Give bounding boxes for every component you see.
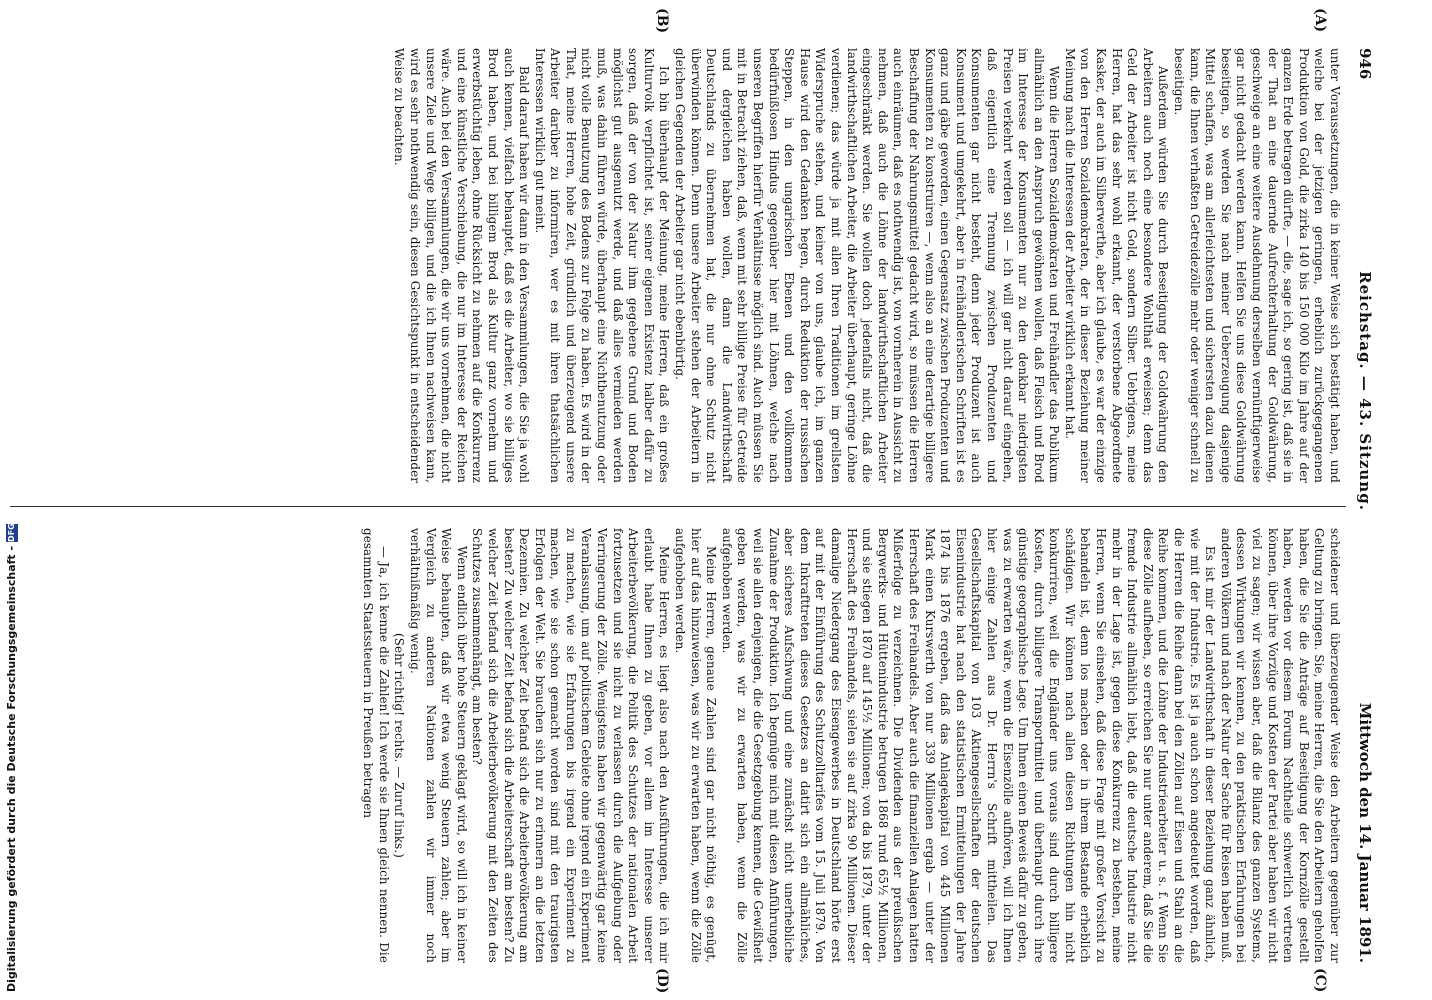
margin-mark-a: (A) [1312, 8, 1328, 33]
margin-mark-d: (D) [654, 968, 670, 994]
margin-mark-c: (C) [1312, 968, 1328, 993]
page-number: 946 [1356, 48, 1374, 80]
paragraph: scheidener und überzeugender Weise den Arbeitern gegenüber zur Geltung zu bringen. Sie, meine Herren, die Sie den Arbeitern geholfen haben, die Sie die Anträge auf Beseitigung der Kornzölle gestellt haben, werden vor diesem Forum Nachtheile schwerlich vertreten können, über ihre Vorzüge und Kosten der Partei aber haben wir nicht viel zu sagen; wir wissen aber, daß die Bilanz des ganzen Systems, dessen Wirkungen wir kennen, zu den praktischen Erfahrungen bei anderen Völkern und nach der Natur der Sache für Reisen haben muß. [1218, 528, 1342, 963]
page-header [1352, 48, 1378, 963]
funding-text: Digitalisierung gefördert durch die Deutsche Forschungsgemeinschaft - [5, 545, 18, 992]
paragraph: Ich bin überhaupt der Meinung, meine Herren, daß ein großes Kulturvolk verpflichtet ist, seiner eigenen Existenz halber dafür zu sorgen, daß der von der Natur ihm gegebene Grund und Boden möglichst gut ausgenutzt werde, und daß alles vermieden werden muß, was dahin führen würde, überhaupt eine Nichtbenutzung oder nicht volle Benutzung des Bodens zur Folge zu haben. Es wird in der That, meine Herren, hohe Zeit, gründlich und überzeugend unsere Arbeiter darüber zu informiren, wer es mit ihren thatsächlichen Interessen wirklich gut meint. [532, 48, 672, 483]
footer-strip [0, 0, 24, 1000]
paragraph: — Ja, ich kenne die Zahlen! Ich werde sie Ihnen gleich nennen. Die gesammten Staatssteuern in Preußen betragen [361, 528, 391, 963]
paragraph: Meine Herren, es liegt also nach den Ausführungen, die ich mir erlaubt habe Ihnen zu geben, vor allem im Interesse unserer Arbeiterbevölkerung, die Politik des Schutzes der nationalen Arbeit fortzusetzen und sie nicht zu verlassen durch die Aufgebung oder Verringerung der Zölle. Wenigstens haben wir gegenwärtig gar keine Veranlassung, um auf politischem Gebiete ohne irgend ein Experiment zu machen, wie sie Erfahrungen bis irgend ein Experiment zu machen, wie sie schon gemacht worden sind mit den traurigsten Erfolgen der Welt. Sie brauchen sich nur zu erinnern an die letzten Dezennien. Zu welcher Zeit befand sich die Arbeiterbevölkerung am besten? Zu welcher Zeit befand sich die Arbeiterschaft am besten? Zu welcher Zeit befand sich die Arbeiterbevölkerung mit den Zeiten des Schutzes zusammenhängt, am besten? [470, 528, 672, 963]
left-column [10, 48, 1342, 483]
interjection: (Sehr richtig! rechts. — Zuruf links.) [392, 632, 407, 859]
paragraph: Wenn die Herren Sozialdemokraten und Freihändler das Publikum allmählich an den Anspruch gewöhnen wollen, daß Fleisch und Brod im Interesse der Konsumenten nur zu den denkbar niedrigsten Preisen verkehrt werden soll — ich will gar nicht darauf eingehen, daß eigentlich eine Trennung zwischen Produzenten und Konsumenten gar nicht besteht, denn jeder Produzent ist auch Konsument und umgekehrt, aber in freihändlerischen Schriften ist es ganz und gäbe geworden, einen Gegensatz zwischen Produzenten und Konsumenten zu konstruiren —, wenn also an eine derartige billigere Beschaffung der Nahrungsmittel gedacht wird, so müssen die Herren auch einräumen, daß es nothwendig ist, von vornherein in Aussicht zu nehmen, daß auch die Löhne der landwirthschaftlichen Arbeiter eingeschränkt werden. Sie wollen doch jedenfalls nicht, daß die landwirthschaftlichen Arbeiter, die Arbeiter überhaupt, geringe Löhne verdienen; das würde ja mit allen Ihren Traditionen im grellsten Widerspruche stehen, und keiner von uns, glaube ich, im ganzen Hause wird den Gedanken hegen, durch Reduktion der russischen Steppen, in den ungarischen Ebenen und den vollkommen bedürfnißlosen Hindus gegenüber hier mit Löhnen, welche nach unseren Begriffen hierfür Verhältnisse möglich sind. Auch müssen Sie mit in Betracht ziehen, daß, wenn mit sehr billige Preise für Getreide und dergleichen haben wollen, dann die Landwirthschaft Deutschlands zu übernehmen hat, die nur ohne Schutz nicht überwinden können. Denn unsere Arbeiter stehen der Arbeitern in gleichen Gegenden der Arbeiter gar nicht ebenbürtig. [673, 48, 1062, 483]
column-divider [10, 506, 1346, 507]
paragraph: unter Voraussetzungen, die in keiner Weise sich bestätigt haben, und welche bei der jetzigen geringen, erheblich zurückgegangenen Produktion von Gold, die zirka 140 bis 150 000 Kilo im Jahre auf der ganzen Erde betragen dürfte, — die, sage ich, so gering ist, daß sie in der That an eine dauernde Aufrechterhaltung der Goldwährung, geschweige an eine weitere Ausdehnung derselben vernünftigerweise gar nicht gedacht werden kann. Helfen Sie uns diese Goldwährung beseitigen, so werden Sie nach meiner Ueberzeugung dasjenige Mittel schaffen, was am allerleichtesten und sichersten dazu dienen kann, die Ihnen verhaßten Getreidezölle mehr oder weniger schnell zu beseitigen. [1172, 48, 1342, 483]
margin-mark-b: (B) [654, 8, 670, 34]
paragraph: Wenn endlich über hohe Steuern geklagt wird, so will ich in keiner Weise behaupten, daß wir etwa wenig Steuern zahlen; aber im Vergleich zu anderen Nationen zahlen wir immer noch verhältnißmäßig wenig. [407, 528, 469, 963]
right-column [10, 528, 1342, 963]
funding-note [5, 524, 18, 992]
paragraph: Außerdem würden Sie durch Beseitigung der Goldwährung den Arbeitern auch noch eine besondere Wohlthat erweisen; denn das Geld der Arbeiter ist nicht Gold, sondern Silber. Uebrigens, meine Herren, hat das sehr wohl erkannt, der verstorbene Abgeordnete Kasker, der auch im Silberwerthe, aber ich glaube, es war der einzige von den Herren Sozialdemokraten, der in dieser Beziehung meiner Meinung nach die Interessen der Arbeiter wirklich erkannt hat. [1062, 48, 1171, 483]
header-title: Reichstag. — 43. Sitzung. [1356, 271, 1374, 511]
header-date: Mittwoch den 14. Januar 1891. [1356, 702, 1374, 963]
paragraph: Es ist mir der Landwirthschaft in dieser Beziehung ganz ähnlich, wie mit der Industrie. Es ist ja auch schon angedeutet worden, daß die Herren die Reihe dann bei den Zöllen auf Eisen und Stahl an die Reihe kommen, und die Löhne der Industriearbeiter u. s. f. Wenn Sie diese Zölle aufheben, so erreichen Sie nur unter anderem, daß Sie die fremde Industrie allmählich liebt, daß die deutsche Industrie nicht mehr in der Lage ist, gegen diese Konkurrenz zu bestehen, meine Herren, wenn Sie einsehen, daß diese Frage mit großer Vorsicht zu behandeln ist, denn los machen oder in ihrem Bestande erheblich schädigen. Wir können nach allen diesen Richtungen hin nicht konkurriren, weil die Engländer uns voraus sind durch billigere Kosten, durch billigere Transportmittel und überhaupt durch ihre günstige geographische Lage. Um Ihnen einen Beweis dafür zu geben, was zu erwarten wäre, wenn die Eisenzölle aufhören, will ich Ihnen hier einige Zahlen aus Dr. Herrn's Schrift mittheilen. Das Gesellschaftskapital von 103 Aktiengesellschaften der deutschen Eisenindustrie hat nach den statistischen Ermittelungen der Jahre 1874 bis 1876 ergeben, daß das Anlagekapital von 445 Millionen Mark einen Kurswerth von nur 339 Millionen ergab — unter der Herrschaft des Freihandels. Aber auch die finanziellen Anlagen hatten Mißerfolge zu verzeichnen. Die Dividenden aus der preußischen Bergwerks- und Hüttenindustrie betrugen 1868 rund 65½ Millionen, und sie stiegen 1870 auf 145½ Millionen; von da bis 1879, unter der Herrschaft des Freihandels, sielen sie auf zirka 90 Millionen. Dieser damalige Niedergang des Eisengewerbes in Deutschland hörte erst auf mit der Einführung des Schutzzolltarifes vom 15. Juli 1879. Von dem Inkrafttreten dieses Gesetzes an datirt sich ein allmähliches, aber sicheres Aufschwung und eine zunächst nicht unerhebliche Zunahme der Produktion. Ich begnüge mich mit diesen Anführungen, weil sie allen denjenigen, die die Gesetzgebung kennen, die Gewißheit geben werden, was wir zu erwarten haben, wenn die Zölle aufgehoben werden. [719, 528, 1218, 963]
paragraph: Bald darauf haben wir dann in den Versammlungen, die Sie ja wohl auch kennen, vielfach behauptet, daß es die Arbeiter, wo sie billiges Brod haben, und bei billigem Brod als Kultur ganz vornehm und erwerbstüchtig leben, ohne Rücksicht zu nehmen auf die Konkurrenz und eine künstliche Verschiebung, die nur im Interesse der Reichen wäre. Auch bei den Versammlungen, die wir uns vornehmen, die nicht unsere Ziele und Wege billigen, und die ich Ihnen nachweisen kann, wird es sehr nothwendig sein, diesen Gesichtspunkt in entscheidender Weise zu beachten. [392, 48, 532, 483]
paragraph: Meine Herren, genaue Zahlen sind gar nicht nöthig, es genügt, hier auf das hinzuweisen, was wir zu erwarten haben, wenn die Zölle aufgehoben werden. [673, 528, 719, 963]
dfg-logo: DFG [6, 523, 16, 542]
